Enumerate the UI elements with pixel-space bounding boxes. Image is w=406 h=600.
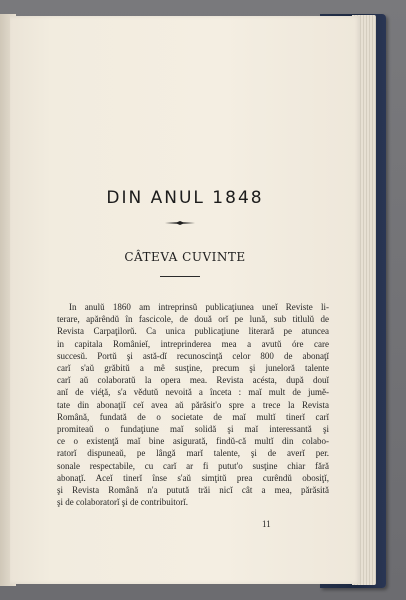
page-number: 11 (262, 519, 271, 529)
text-line: In anulŭ 1860 am intreprinsŭ publicaţiunea uneĭ Reviste li- (69, 302, 329, 312)
text-line: şi de colaboratorĭ şi de contribuitorĭ. (57, 497, 188, 508)
text-line: Română, fundată de o societate de maĭ multĭ tinerĭ carĭ (57, 411, 329, 422)
body-text (57, 301, 329, 508)
text-line: carĭ s'aŭ grăbitŭ a mê susţine, precum şi juneloră talente (57, 363, 329, 374)
text-line: promiteaŭ o fundaţiune maĭ solidă şi maĭ interessantă şi (57, 424, 329, 435)
text-line: sonale respectabile, cu carĭ ar fi putut'o susţine chiar fără (57, 460, 329, 471)
text-line: anĭ de viéţă, s'a vědutŭ nevoită a înceta : maĭ mult de jumĕ- (57, 387, 329, 398)
chapter-heading: DIN ANUL 1848 (106, 188, 264, 208)
text-line: succesŭ. Portŭ şi astă-dĭ recunoscinţă celor 800 de abonaţĭ (57, 350, 329, 361)
text-line: şi Revista Română n'a putută trăi nicĭ cât a mea, părăsită (57, 485, 329, 496)
text-line: ce o existenţă maĭ bine asigurată, findŭ-că multĭ din colabo- (57, 436, 329, 447)
text-line: tate din abonaţiĭ ceĭ avea aŭ părăsit'o spre a trece la Revista (57, 399, 329, 410)
ornament-divider-icon (165, 221, 195, 225)
book-page (10, 16, 360, 584)
text-line: in capitala Românieĭ, intreprinderea mea a avutŭ óre care (57, 338, 329, 349)
text-line: terare, apărêndŭ în fascicole, de două orĭ pe lună, sub titlulŭ de (57, 314, 329, 325)
text-line: abonaţĭ. Aceĭ tinerĭ înse s'aŭ simţitŭ prea curêndŭ obosiţĭ, (57, 472, 329, 483)
section-subheading: CÂTEVA CUVINTE (124, 250, 246, 264)
divider-rule (160, 276, 200, 277)
text-line: Revista Carpaţilorŭ. Ca unica publicaţiune literară pe atuncea (57, 326, 329, 337)
text-line: ratorĭ dispuneaŭ, pe lângă marĭ talente, şi de averĭ per. (57, 448, 329, 459)
text-line: carĭ aŭ colaboratŭ la opera mea. Revista acésta, după douĭ (57, 375, 329, 386)
